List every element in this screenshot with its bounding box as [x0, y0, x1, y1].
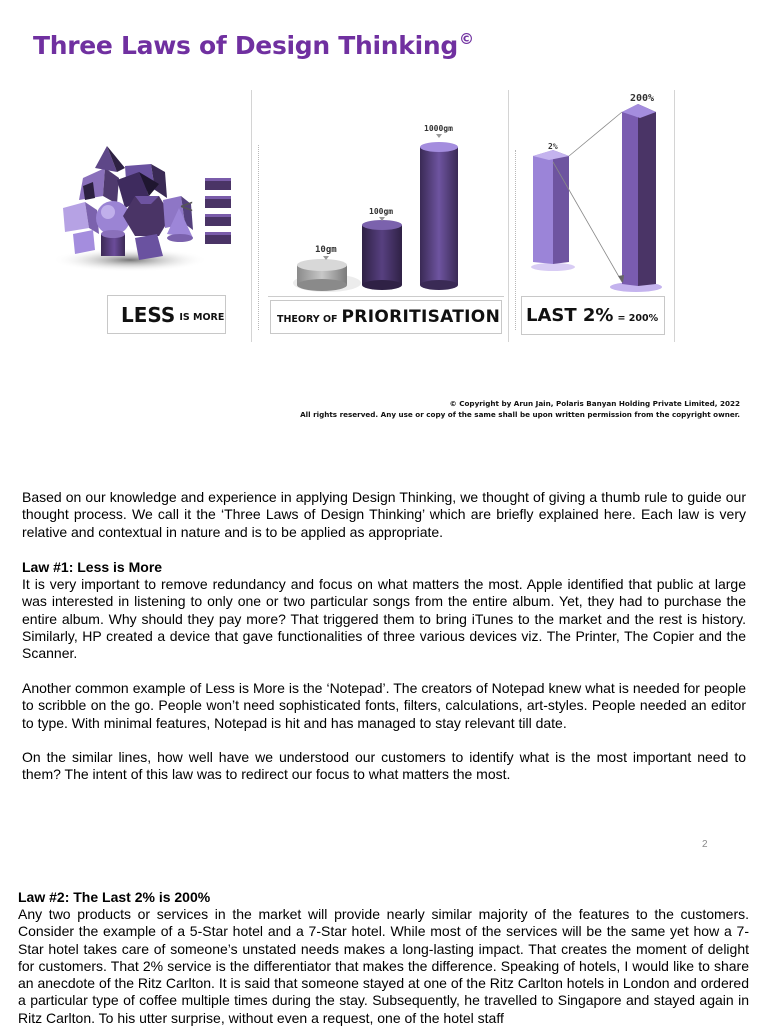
- prioritisation-illustration: [285, 115, 475, 295]
- arrow-down-icon: [436, 134, 442, 138]
- copyright-mark: ©: [459, 30, 474, 48]
- cylinder-base: [362, 280, 402, 290]
- cylinder-1000gm: [420, 147, 458, 285]
- less-is-more-illustration: [55, 138, 255, 278]
- block-top: [205, 196, 231, 199]
- shape-block: [63, 202, 89, 232]
- cylinder-base: [420, 280, 458, 290]
- law-1-heading: Law #1: Less is More: [22, 559, 163, 575]
- shadow: [531, 263, 575, 271]
- percent-label: 2%: [548, 142, 558, 151]
- prism-2-percent: [533, 150, 553, 264]
- cylinder-top: [362, 220, 402, 230]
- last-2-percent-label: [521, 296, 665, 335]
- cylinder-top: [101, 230, 125, 238]
- label-big: LESS: [121, 302, 176, 327]
- divider: [515, 150, 516, 330]
- sphere-highlight: [101, 205, 115, 219]
- divider: [258, 145, 259, 330]
- title-text: Three Laws of Design Thinking: [33, 31, 458, 60]
- page-number: 2: [702, 839, 708, 850]
- baseline: [268, 296, 504, 297]
- shape-block: [135, 234, 163, 260]
- law-1-paragraph: Another common example of Less is More is the ‘Notepad’. The creators of Notepad knew what is needed for people to scribble on the go. People won’t need sophisticated fonts, filters, calculations, art-styles. People needed an editor to type. With minimal features, Notepad is hit and has managed to stay relevant till date.: [22, 680, 746, 731]
- label-small: IS MORE: [179, 312, 225, 323]
- weight-label: 1000gm: [424, 124, 453, 133]
- label-big: LAST 2%: [526, 305, 614, 326]
- shape-block: [103, 168, 119, 204]
- law-2-heading: Law #2: The Last 2% is 200%: [18, 889, 211, 905]
- less-than-sign: <: [179, 196, 195, 217]
- shape-block: [73, 230, 95, 254]
- law-2-paragraph: Any two products or services in the market will provide nearly similar majority of the features to the customers. Consider the example of a 5-Star hotel and a 7-Star hotel. While most of the services will be the same yet how a 7-Star hotel takes care of someone’s unstated needs makes a long-lasting impact. That creates the moment of delight for customers. That 2% service is the differentiator that makes the difference. Speaking of hotels, I would like to share an anecdote of the Ritz Carlton. It is said that someone stayed at one of the Ritz Carlton hotels in London and ordered a particular type of coffee multiple times during the stay. Subsequently, he travelled to Singapore and stayed again in Ritz Carlton. To his utter surprise, without even a request, one of the hotel staff: [18, 906, 749, 1026]
- weight-label: 10gm: [315, 245, 337, 255]
- stacked-blocks: [205, 178, 231, 244]
- divider: [674, 90, 675, 342]
- copyright-line: All rights reserved. Any use or copy of the same shall be upon written permission from the copyright owner.: [300, 410, 740, 419]
- divider: [508, 90, 509, 342]
- copyright-line: © Copyright by Arun Jain, Polaris Banyan Holding Private Limited, 2022: [449, 399, 740, 408]
- law-1-paragraph: On the similar lines, how well have we understood our customers to identify what is the most important need to them? The intent of this law was to redirect our focus to what matters the most.: [22, 749, 746, 783]
- weight-label: 100gm: [369, 207, 394, 216]
- prism-200-percent: [638, 104, 656, 286]
- block-top: [205, 178, 231, 181]
- cylinder-top: [297, 259, 347, 271]
- label-small: THEORY OF: [277, 314, 338, 325]
- prism-200-percent: [622, 104, 638, 286]
- page-title: [33, 30, 474, 60]
- block-top: [205, 214, 231, 217]
- law-1-paragraph: It is very important to remove redundancy and focus on what matters the most. Apple identified that public at large was interested in listening to only one or two particular songs from the entire album. Yet, they had to purchase the entire album. Why should they pay more? That triggered them to bring iTunes to the market and the rest is history. Similarly, HP created a device that gave functionalities of three various devices viz. The Printer, The Copier and the Scanner.: [22, 576, 746, 662]
- percent-label: 200%: [630, 93, 655, 104]
- intro-paragraph: Based on our knowledge and experience in applying Design Thinking, we thought of giving a thumb rule to guide our thought process. We call it the ‘Three Laws of Design Thinking’ which are briefly explained here. Each law is very relative and contextual in nature and is to be applied as appropriate.: [22, 489, 746, 540]
- cylinder-base: [297, 279, 347, 291]
- label-small: = 200%: [617, 313, 659, 324]
- cone-base: [167, 234, 193, 242]
- less-is-more-label: [107, 295, 226, 334]
- prism-2-percent: [553, 150, 569, 264]
- connector-line: [569, 112, 622, 156]
- cylinder-top: [420, 142, 458, 152]
- cylinder-100gm: [362, 225, 402, 285]
- label-big: PRIORITISATION: [341, 307, 501, 327]
- block-top: [205, 232, 231, 235]
- arrow-icon: [618, 275, 624, 283]
- last-2-percent-illustration: [520, 88, 670, 296]
- prioritisation-label: [270, 300, 502, 334]
- copyright-notice: [300, 398, 740, 420]
